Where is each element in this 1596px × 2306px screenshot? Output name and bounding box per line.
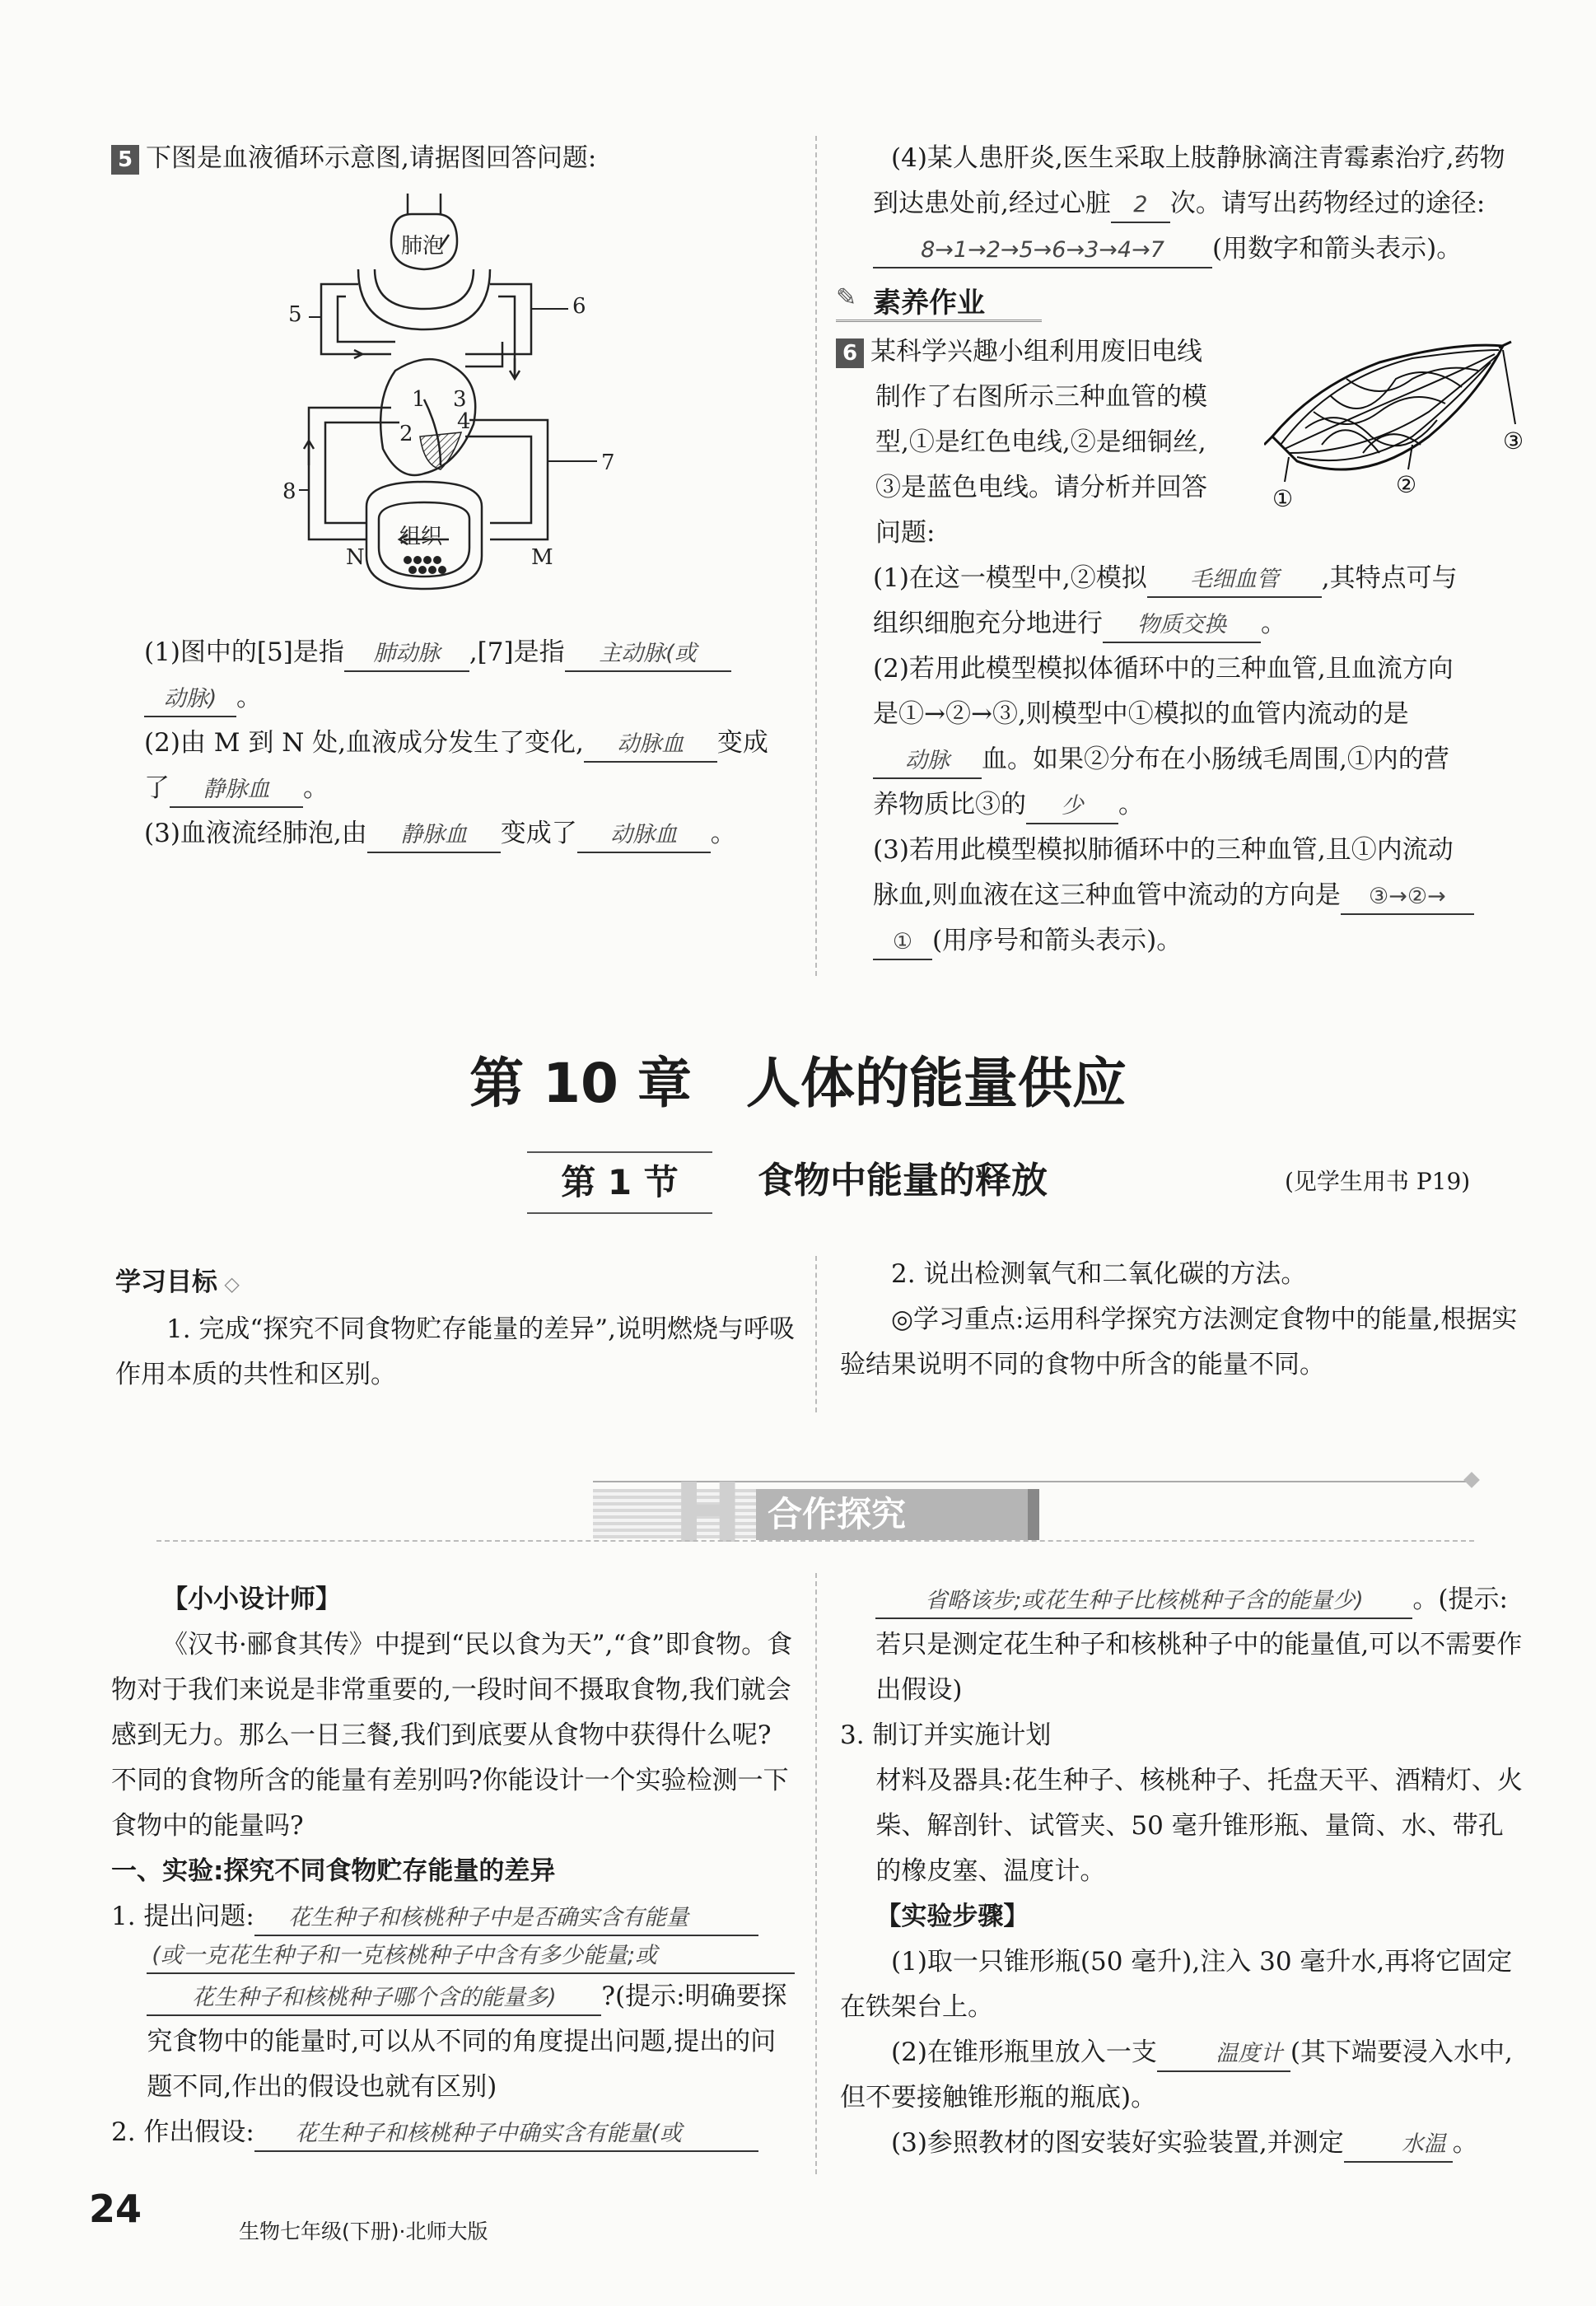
q5-block	[111, 136, 795, 181]
question-number: 6	[836, 338, 864, 368]
alveoli-label: 肺泡	[401, 234, 445, 259]
q6-answers: (1)在这一模型中,②模拟 毛细血管 ,其特点可与 组织细胞充分地进行 物质交换 。 (2)若用此模型模拟体循环中的三种血管,且血流方向 是①→②→③,则模型中①模拟的血管内流动的是 动脉 血。如果②分布在小肠绒毛周围,①内的营 养物质比③的 少 。 (3)若用此模型模拟肺循环中的三种血管,且①内流动 脉血,则血液在这三种血管中流动的方向是 ③→②→ ① (用序号和箭头表示)。	[873, 556, 1532, 964]
answer-blank[interactable]: 肺动脉	[344, 637, 469, 672]
answer-blank[interactable]: 水温	[1344, 2128, 1453, 2163]
book-title: 生物七年级(下册)·北师大版	[239, 2220, 488, 2243]
label-6: 6	[572, 294, 586, 319]
answer-blank[interactable]: 少	[1026, 790, 1118, 824]
label-N: N	[346, 545, 365, 570]
answer-blank[interactable]: 8→1→2→5→6→3→4→7	[873, 234, 1212, 268]
q5-part4: (4)某人患肝炎,医生采取上肢静脉滴注青霉素治疗,药物 到达患处前,经过心脏 2 次。请写出药物经过的途径: 8→1→2→5→6→3→4→7 (用数字和箭头表示)。	[840, 136, 1524, 272]
designer-title: 【小小设计师】	[162, 1585, 341, 1614]
step-1: (1)取一只锥形瓶(50 毫升),注入 30 毫升水,再将它固定在铁架台上。	[840, 1947, 1513, 2022]
label-3: 3	[453, 387, 467, 412]
suyang-heading	[836, 278, 1042, 322]
answer-blank[interactable]: 花生种子和核桃种子哪个含的能量多)	[147, 1982, 601, 2016]
banner-diamond-icon	[1463, 1472, 1480, 1488]
answer-blank[interactable]: 花生种子和核桃种子中是否确实含有能量	[254, 1902, 758, 1936]
section-separator	[156, 1540, 1474, 1542]
learning-goals-right	[840, 1252, 1524, 1388]
answer-blank[interactable]: 动脉血	[584, 728, 717, 763]
chapter-title: 第 10 章 人体的能量供应	[469, 1052, 1127, 1115]
answer-blank[interactable]: 物质交换	[1103, 609, 1261, 643]
goal-1: 1. 完成“探究不同食物贮存能量的差异”,说明燃烧与呼吸作用本质的共性和区别。	[115, 1314, 795, 1389]
label-5: 5	[288, 302, 302, 327]
label-1: 1	[412, 387, 426, 412]
q5-answers: (1)图中的[5]是指 肺动脉 ,[7]是指 主动脉(或 动脉) 。 (2)由 M 到 N 处,血液成分发生了变化, 动脉血 变成 了 静脉血 。 (3)血液流经肺泡,由 静脉血 变成了 动脉血 。	[144, 630, 799, 857]
q6-stem: 6 某科学兴趣小组利用废旧电线 制作了右图所示三种血管的模 型,①是红色电线,②是细铜丝, ③是蓝色电线。请分析并回答 问题:	[836, 329, 1264, 556]
answer-blank[interactable]: 静脉血	[170, 773, 303, 808]
goals-title: 学习目标	[115, 1267, 217, 1297]
pencil-icon: ✎	[836, 283, 857, 312]
answer-blank[interactable]: 省略该步;或花生种子比核桃种子含的能量少)	[875, 1585, 1412, 1619]
tissue-label: 组织	[399, 525, 443, 549]
diamond-icon: ◇	[217, 1272, 240, 1295]
answer-blank[interactable]: 温度计	[1157, 2038, 1290, 2072]
answer-blank[interactable]: ③→②→	[1341, 880, 1474, 915]
label-8: 8	[282, 479, 296, 504]
banner-h-icon: H	[674, 1465, 743, 1561]
answer-blank[interactable]: 动脉	[873, 745, 982, 779]
blood-circulation-diagram	[276, 194, 622, 622]
answer-blank[interactable]: 毛细血管	[1147, 563, 1322, 598]
answer-blank[interactable]: 动脉)	[144, 683, 236, 717]
blood-vessel-model-figure	[1264, 329, 1536, 519]
label-M: M	[531, 545, 553, 570]
goal-2: 2. 说出检测氧气和二氧化碳的方法。	[891, 1259, 1307, 1289]
learning-goals-left	[115, 1260, 799, 1398]
answer-blank[interactable]: 花生种子和核桃种子中确实含有能量(或	[254, 2117, 758, 2152]
column-divider	[815, 136, 817, 976]
designer-left: 【小小设计师】 《汉书·郦食其传》中提到“民以食为天”,“食”即食物。食物对于我们来说是非常重要的,一段时间不摄取食物,我们就会感到无力。那么一日三餐,我们到底要从食物中获得什么呢?不同的食物所含的能量有差别吗?你能设计一个实验检测一下食物中的能量吗? 一、实验:探究不同食物贮存能量的差异 1. 提出问题: 花生种子和核桃种子中是否确实含有能量 (或一克花生种子和一克核桃种子中含有多少能量;或 花生种子和核桃种子哪个含的能量多) ?(提示:明确要探究食物中的能量时,可以从不同的角度提出问题,提出的问题不同,作出的假设也就有区别) 2. 作出假设: 花生种子和核桃种子中确实含有能量(或	[111, 1577, 795, 2155]
section-title: 食物中能量的释放	[758, 1160, 1048, 1202]
banner-end-bar	[1028, 1489, 1039, 1540]
section-reference: (见学生用书 P19)	[1285, 1168, 1471, 1195]
q5-stem: 下图是血液循环示意图,请据图回答问题:	[146, 143, 597, 173]
model-label-2: ②	[1396, 471, 1417, 498]
banner-title: 合作探究	[768, 1494, 907, 1534]
experiment-title: 一、实验:探究不同食物贮存能量的差异	[111, 1856, 556, 1886]
answer-blank[interactable]: ①	[873, 926, 932, 960]
key-point: ◎学习重点:运用科学探究方法测定食物中的能量,根据实验结果说明不同的食物中所含的能量不同。	[840, 1305, 1518, 1379]
label-2: 2	[399, 422, 413, 446]
designer-right: 省略该步;或花生种子比核桃种子含的能量少) 。(提示:若只是测定花生种子和核桃种子中的能量值,可以不需要作出假设) 3. 制订并实施计划 材料及器具:花生种子、核桃种子、托盘天平、酒精灯、火柴、解剖针、试管夹、50 毫升锥形瓶、量筒、水、带孔的橡皮塞、温度计。 【实验步骤】 (1)取一只锥形瓶(50 毫升),注入 30 毫升水,再将它固定在铁架台上。 (2)在锥形瓶里放入一支 温度计 (其下端要浸入水中,但不要接触锥形瓶的瓶底)。 (3)参照教材的图安装好实验装置,并测定 水温 。	[840, 1577, 1524, 2166]
label-7: 7	[601, 450, 615, 475]
section-number: 第 1 节	[527, 1151, 712, 1214]
answer-blank[interactable]: 静脉血	[367, 819, 501, 853]
plan-heading: 3. 制订并实施计划	[840, 1720, 1052, 1750]
column-divider	[815, 1573, 817, 2174]
banner-box	[756, 1489, 1036, 1540]
answer-blank[interactable]: 主动脉(或	[565, 637, 731, 672]
model-label-1: ①	[1272, 485, 1294, 512]
question-number: 5	[111, 145, 139, 175]
column-divider	[815, 1256, 817, 1412]
designer-intro: 《汉书·郦食其传》中提到“民以食为天”,“食”即食物。食物对于我们来说是非常重要的,一段时间不摄取食物,我们就会感到无力。那么一日三餐,我们到底要从食物中获得什么呢?不同的食物所含的能量有差别吗?你能设计一个实验检测一下食物中的能量吗?	[111, 1630, 793, 1841]
steps-title: 【实验步骤】	[875, 1902, 1029, 1931]
page-number: 24	[89, 2187, 142, 2231]
model-label-3: ③	[1503, 427, 1524, 455]
materials: 材料及器具:花生种子、核桃种子、托盘天平、酒精灯、火柴、解剖针、试管夹、50 毫升锥形瓶、量筒、水、带孔的橡皮塞、温度计。	[875, 1766, 1523, 1886]
answer-blank[interactable]: 动脉血	[577, 819, 711, 853]
label-4: 4	[457, 409, 471, 434]
suyang-title: 素养作业	[873, 287, 985, 320]
answer-blank[interactable]: (或一克花生种子和一克核桃种子中含有多少能量;或	[147, 1940, 795, 1974]
answer-blank[interactable]: 2	[1111, 189, 1170, 223]
